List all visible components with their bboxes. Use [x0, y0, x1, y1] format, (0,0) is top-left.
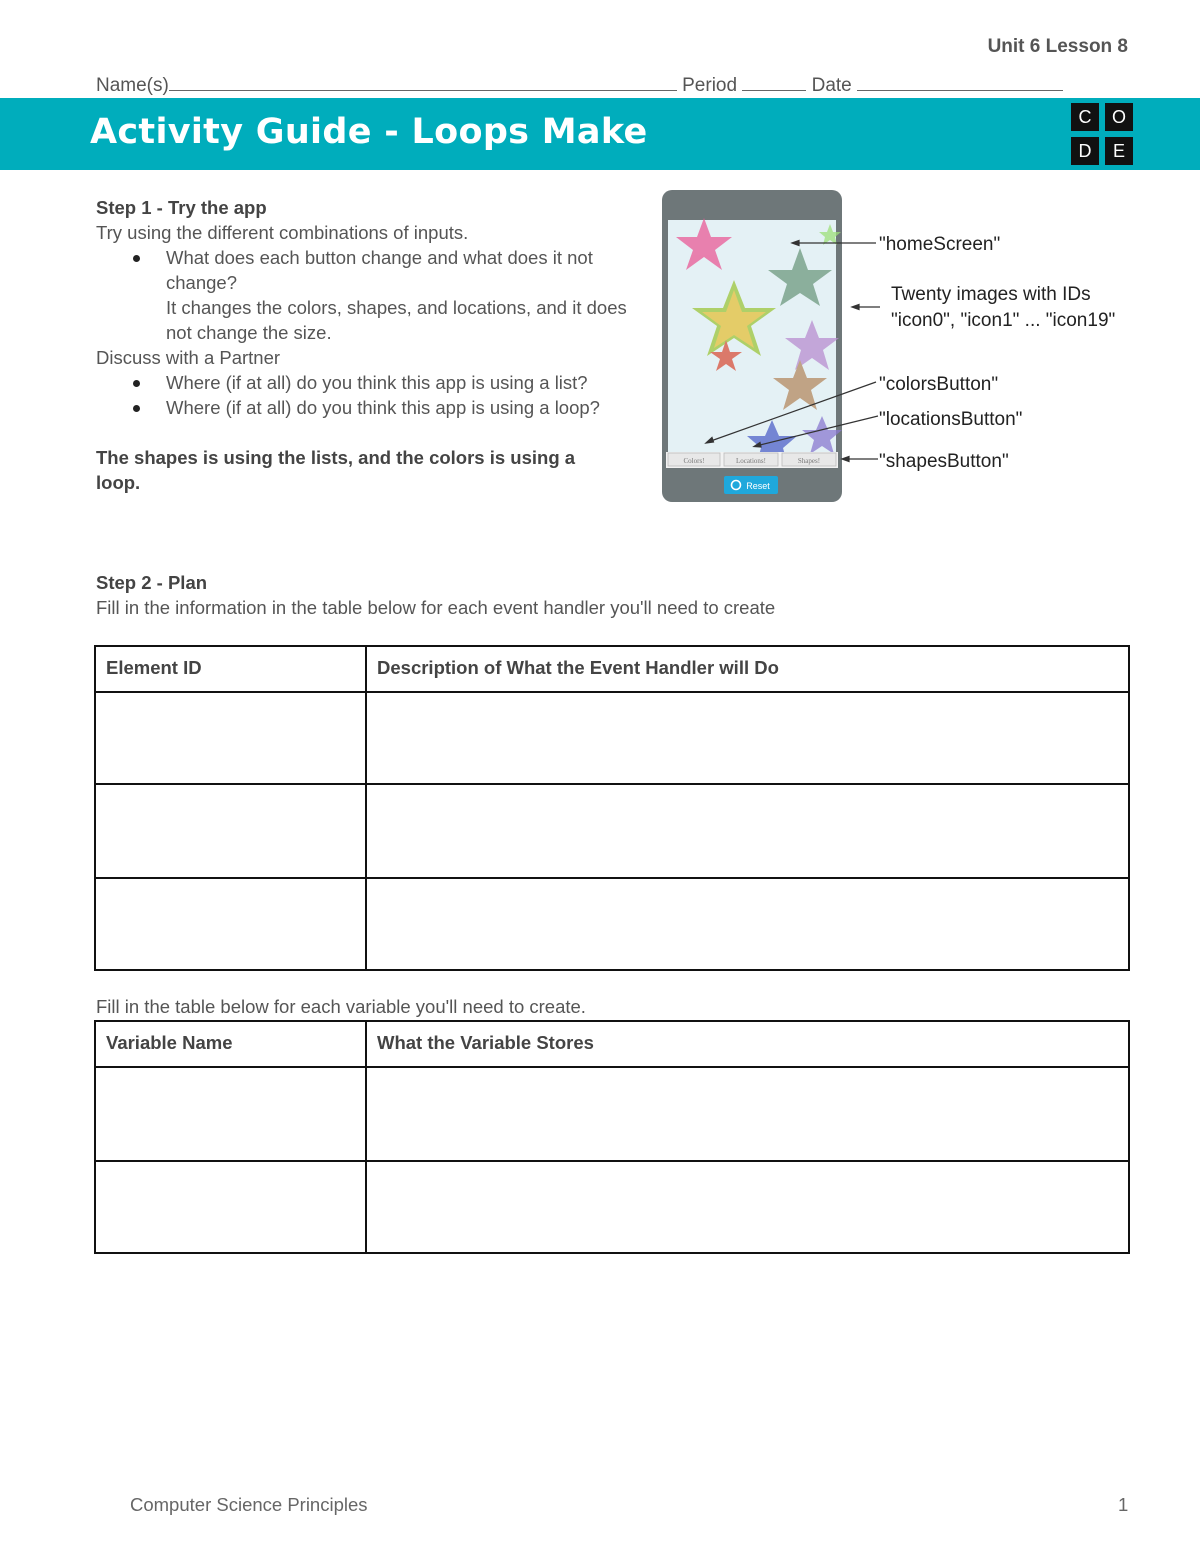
description-cell[interactable]: [366, 692, 1129, 784]
element-id-cell[interactable]: [95, 878, 366, 970]
unit-lesson-label: Unit 6 Lesson 8: [987, 36, 1128, 57]
variable-stores-header: What the Variable Stores: [366, 1021, 1129, 1067]
logo-letter-o: O: [1105, 103, 1133, 131]
code-logo: [1071, 103, 1133, 165]
label-locations-button: "locationsButton": [879, 409, 1023, 430]
variable-name-cell[interactable]: [95, 1067, 366, 1161]
step1-intro: Try using the different combinations of inputs.: [96, 222, 469, 243]
logo-letter-d: D: [1071, 137, 1099, 165]
name-label: Name(s): [96, 75, 169, 96]
footer-course-name: Computer Science Principles: [130, 1494, 368, 1515]
event-handler-table: [94, 645, 1130, 971]
discuss-label: Discuss with a Partner: [96, 347, 281, 368]
variable-table-intro: Fill in the table below for each variable you'll need to create.: [96, 996, 586, 1017]
description-cell[interactable]: [366, 878, 1129, 970]
table-row: [95, 784, 1129, 878]
page-title: Activity Guide - Loops Make: [90, 112, 648, 152]
table-row: [95, 878, 1129, 970]
label-shapes-button: "shapesButton": [879, 451, 1009, 472]
table-header-row: [95, 646, 1129, 692]
annotation-arrows: [700, 230, 890, 470]
variable-stores-cell[interactable]: [366, 1067, 1129, 1161]
description-cell[interactable]: [366, 784, 1129, 878]
step2-intro: Fill in the information in the table below for each event handler you'll need to create: [96, 597, 776, 618]
label-colors-button: "colorsButton": [879, 374, 999, 395]
step2-heading: Step 2 - Plan: [96, 572, 208, 593]
variable-name-cell[interactable]: [95, 1161, 366, 1253]
step1-section: [96, 195, 636, 495]
element-id-cell[interactable]: [95, 784, 366, 878]
element-id-cell[interactable]: [95, 692, 366, 784]
step1-heading: Step 1 - Try the app: [96, 197, 267, 218]
date-blank: [857, 72, 1063, 91]
description-header: Description of What the Event Handler will Do: [366, 646, 1129, 692]
table-header-row: [95, 1021, 1129, 1067]
logo-letter-e: E: [1105, 137, 1133, 165]
date-label: Date: [811, 75, 852, 96]
step1-bullet-loop: Where (if at all) do you think this app is using a loop?: [96, 395, 636, 420]
label-home-screen: "homeScreen": [879, 234, 1001, 255]
label-twenty-images: Twenty images with IDs: [891, 284, 1091, 305]
shapes-button[interactable]: Shapes!: [797, 457, 821, 465]
logo-letter-c: C: [1071, 103, 1099, 131]
step1-answer-list-loop: The shapes is using the lists, and the colors is using a loop.: [96, 447, 576, 493]
step1-bullet-list: Where (if at all) do you think this app is using a list?: [96, 370, 636, 395]
variable-table: [94, 1020, 1130, 1254]
step1-bullet-change: What does each button change and what does it not change?: [96, 245, 636, 295]
step2-section: [96, 570, 996, 620]
period-label: Period: [682, 75, 738, 96]
step1-answer-change: It changes the colors, shapes, and locations, and it does not change the size.: [166, 297, 627, 343]
label-icon-ids: "icon0", "icon1" ... "icon19": [891, 310, 1116, 331]
colors-button[interactable]: Colors!: [683, 457, 705, 465]
variable-name-header: Variable Name: [95, 1021, 366, 1067]
table-row: [95, 1067, 1129, 1161]
locations-button[interactable]: Locations!: [736, 457, 766, 465]
period-blank: [742, 72, 806, 91]
table-row: [95, 1161, 1129, 1253]
element-id-header: Element ID: [95, 646, 366, 692]
table-row: [95, 692, 1129, 784]
reset-button[interactable]: Reset: [746, 481, 770, 491]
variable-stores-cell[interactable]: [366, 1161, 1129, 1253]
name-blank: [169, 72, 677, 91]
page-number: 1: [1118, 1494, 1129, 1515]
name-period-date-line: [96, 72, 1063, 97]
